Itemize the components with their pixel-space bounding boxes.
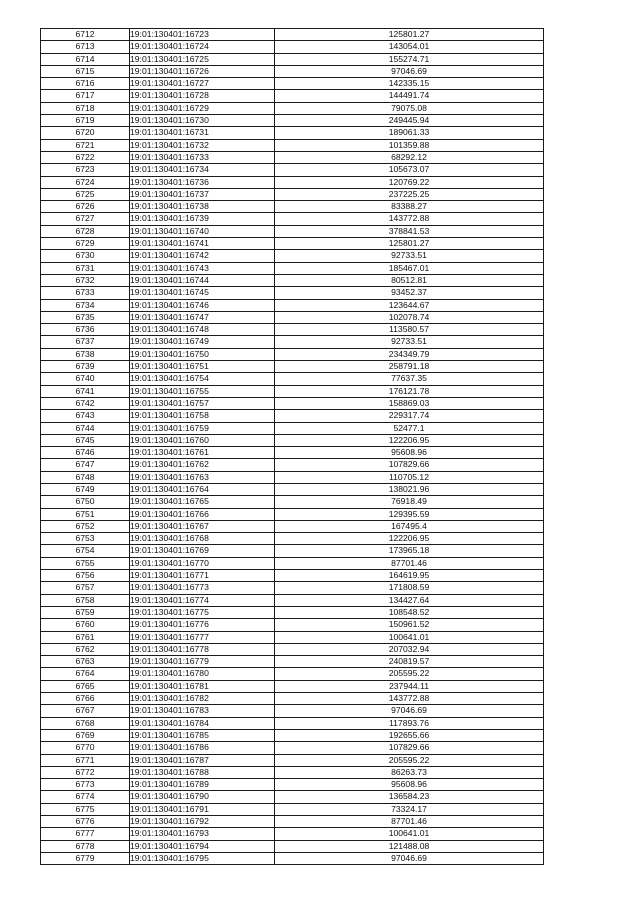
- amount-cell: 125801.27: [275, 29, 544, 41]
- row-number-cell: 6772: [41, 766, 130, 778]
- cadastral-number-cell: 19:01:130401:16736: [130, 176, 275, 188]
- table-row: [41, 397, 544, 409]
- row-number-cell: 6765: [41, 680, 130, 692]
- row-number-cell: 6763: [41, 656, 130, 668]
- table-row: [41, 287, 544, 299]
- cadastral-number-cell: 19:01:130401:16765: [130, 496, 275, 508]
- table-row: [41, 164, 544, 176]
- amount-cell: 107829.66: [275, 742, 544, 754]
- row-number-cell: 6768: [41, 717, 130, 729]
- row-number-cell: 6712: [41, 29, 130, 41]
- row-number-cell: 6720: [41, 127, 130, 139]
- row-number-cell: 6757: [41, 582, 130, 594]
- row-number-cell: 6758: [41, 594, 130, 606]
- row-number-cell: 6732: [41, 274, 130, 286]
- cadastral-number-cell: 19:01:130401:16777: [130, 631, 275, 643]
- table-row: [41, 41, 544, 53]
- table-row: [41, 705, 544, 717]
- amount-cell: 121488.08: [275, 840, 544, 852]
- amount-cell: 80512.81: [275, 274, 544, 286]
- cadastral-number-cell: 19:01:130401:16775: [130, 606, 275, 618]
- row-number-cell: 6737: [41, 336, 130, 348]
- amount-cell: 205595.22: [275, 754, 544, 766]
- cadastral-number-cell: 19:01:130401:16773: [130, 582, 275, 594]
- row-number-cell: 6756: [41, 570, 130, 582]
- table-row: [41, 803, 544, 815]
- amount-cell: 129395.59: [275, 508, 544, 520]
- cadastral-number-cell: 19:01:130401:16733: [130, 151, 275, 163]
- table-row: [41, 201, 544, 213]
- amount-cell: 171808.59: [275, 582, 544, 594]
- amount-cell: 95608.96: [275, 447, 544, 459]
- cadastral-number-cell: 19:01:130401:16728: [130, 90, 275, 102]
- row-number-cell: 6729: [41, 238, 130, 250]
- amount-cell: 110705.12: [275, 471, 544, 483]
- amount-cell: 105673.07: [275, 164, 544, 176]
- row-number-cell: 6751: [41, 508, 130, 520]
- cadastral-number-cell: 19:01:130401:16790: [130, 791, 275, 803]
- cadastral-number-cell: 19:01:130401:16739: [130, 213, 275, 225]
- table-row: [41, 139, 544, 151]
- row-number-cell: 6745: [41, 434, 130, 446]
- cadastral-number-cell: 19:01:130401:16785: [130, 729, 275, 741]
- cadastral-number-cell: 19:01:130401:16751: [130, 361, 275, 373]
- row-number-cell: 6713: [41, 41, 130, 53]
- row-number-cell: 6755: [41, 557, 130, 569]
- amount-cell: 185467.01: [275, 262, 544, 274]
- cadastral-number-cell: 19:01:130401:16764: [130, 483, 275, 495]
- table-row: [41, 373, 544, 385]
- row-number-cell: 6718: [41, 102, 130, 114]
- cadastral-number-cell: 19:01:130401:16795: [130, 852, 275, 864]
- amount-cell: 79075.08: [275, 102, 544, 114]
- cadastral-number-cell: 19:01:130401:16745: [130, 287, 275, 299]
- amount-cell: 102078.74: [275, 311, 544, 323]
- table-row: [41, 348, 544, 360]
- table-row: [41, 840, 544, 852]
- cadastral-number-cell: 19:01:130401:16731: [130, 127, 275, 139]
- cadastral-number-cell: 19:01:130401:16740: [130, 225, 275, 237]
- table-row: [41, 742, 544, 754]
- table-row: [41, 65, 544, 77]
- row-number-cell: 6777: [41, 828, 130, 840]
- cadastral-number-cell: 19:01:130401:16766: [130, 508, 275, 520]
- amount-cell: 123644.67: [275, 299, 544, 311]
- amount-cell: 249445.94: [275, 115, 544, 127]
- cadastral-number-cell: 19:01:130401:16727: [130, 78, 275, 90]
- amount-cell: 167495.4: [275, 520, 544, 532]
- table-row: [41, 53, 544, 65]
- row-number-cell: 6731: [41, 262, 130, 274]
- table-row: [41, 496, 544, 508]
- amount-cell: 73324.17: [275, 803, 544, 815]
- amount-cell: 229317.74: [275, 410, 544, 422]
- amount-cell: 144491.74: [275, 90, 544, 102]
- amount-cell: 192655.66: [275, 729, 544, 741]
- amount-cell: 68292.12: [275, 151, 544, 163]
- table-row: [41, 29, 544, 41]
- amount-cell: 77637.35: [275, 373, 544, 385]
- row-number-cell: 6725: [41, 188, 130, 200]
- row-number-cell: 6749: [41, 483, 130, 495]
- amount-cell: 237944.11: [275, 680, 544, 692]
- cadastral-number-cell: 19:01:130401:16792: [130, 816, 275, 828]
- amount-cell: 143054.01: [275, 41, 544, 53]
- row-number-cell: 6744: [41, 422, 130, 434]
- row-number-cell: 6733: [41, 287, 130, 299]
- row-number-cell: 6741: [41, 385, 130, 397]
- cadastral-number-cell: 19:01:130401:16761: [130, 447, 275, 459]
- table-row: [41, 852, 544, 864]
- table-row: [41, 250, 544, 262]
- row-number-cell: 6750: [41, 496, 130, 508]
- cadastral-number-cell: 19:01:130401:16759: [130, 422, 275, 434]
- table-row: [41, 668, 544, 680]
- row-number-cell: 6723: [41, 164, 130, 176]
- row-number-cell: 6779: [41, 852, 130, 864]
- table-row: [41, 693, 544, 705]
- table-row: [41, 545, 544, 557]
- table-row: [41, 791, 544, 803]
- row-number-cell: 6726: [41, 201, 130, 213]
- cadastral-number-cell: 19:01:130401:16769: [130, 545, 275, 557]
- table-row: [41, 508, 544, 520]
- amount-cell: 134427.64: [275, 594, 544, 606]
- table-row: [41, 151, 544, 163]
- cadastral-number-cell: 19:01:130401:16743: [130, 262, 275, 274]
- table-row: [41, 361, 544, 373]
- cadastral-number-cell: 19:01:130401:16774: [130, 594, 275, 606]
- cadastral-number-cell: 19:01:130401:16738: [130, 201, 275, 213]
- cadastral-number-cell: 19:01:130401:16786: [130, 742, 275, 754]
- cadastral-number-cell: 19:01:130401:16747: [130, 311, 275, 323]
- cadastral-number-cell: 19:01:130401:16748: [130, 324, 275, 336]
- cadastral-number-cell: 19:01:130401:16767: [130, 520, 275, 532]
- amount-cell: 143772.88: [275, 693, 544, 705]
- row-number-cell: 6776: [41, 816, 130, 828]
- table-row: [41, 582, 544, 594]
- amount-cell: 378841.53: [275, 225, 544, 237]
- row-number-cell: 6778: [41, 840, 130, 852]
- table-row: [41, 176, 544, 188]
- cadastral-number-cell: 19:01:130401:16723: [130, 29, 275, 41]
- table-row: [41, 115, 544, 127]
- table-row: [41, 324, 544, 336]
- cadastral-number-cell: 19:01:130401:16788: [130, 766, 275, 778]
- cadastral-number-cell: 19:01:130401:16783: [130, 705, 275, 717]
- row-number-cell: 6766: [41, 693, 130, 705]
- table-row: [41, 102, 544, 114]
- amount-cell: 95608.96: [275, 779, 544, 791]
- amount-cell: 173965.18: [275, 545, 544, 557]
- table-row: [41, 336, 544, 348]
- amount-cell: 122206.95: [275, 533, 544, 545]
- row-number-cell: 6771: [41, 754, 130, 766]
- cadastral-number-cell: 19:01:130401:16732: [130, 139, 275, 151]
- amount-cell: 237225.25: [275, 188, 544, 200]
- row-number-cell: 6719: [41, 115, 130, 127]
- cadastral-number-cell: 19:01:130401:16760: [130, 434, 275, 446]
- cadastral-number-cell: 19:01:130401:16782: [130, 693, 275, 705]
- amount-cell: 101359.88: [275, 139, 544, 151]
- cadastral-number-cell: 19:01:130401:16770: [130, 557, 275, 569]
- table-row: [41, 213, 544, 225]
- amount-cell: 138021.96: [275, 483, 544, 495]
- row-number-cell: 6769: [41, 729, 130, 741]
- table-row: [41, 570, 544, 582]
- amount-cell: 176121.78: [275, 385, 544, 397]
- amount-cell: 240819.57: [275, 656, 544, 668]
- amount-cell: 113580.57: [275, 324, 544, 336]
- cadastral-number-cell: 19:01:130401:16725: [130, 53, 275, 65]
- row-number-cell: 6735: [41, 311, 130, 323]
- table-row: [41, 754, 544, 766]
- row-number-cell: 6746: [41, 447, 130, 459]
- cadastral-number-cell: 19:01:130401:16787: [130, 754, 275, 766]
- cadastral-number-cell: 19:01:130401:16778: [130, 643, 275, 655]
- row-number-cell: 6767: [41, 705, 130, 717]
- table-row: [41, 717, 544, 729]
- row-number-cell: 6734: [41, 299, 130, 311]
- cadastral-number-cell: 19:01:130401:16754: [130, 373, 275, 385]
- cadastral-number-cell: 19:01:130401:16776: [130, 619, 275, 631]
- row-number-cell: 6715: [41, 65, 130, 77]
- table-row: [41, 816, 544, 828]
- row-number-cell: 6740: [41, 373, 130, 385]
- table-row: [41, 459, 544, 471]
- table-row: [41, 447, 544, 459]
- amount-cell: 150961.52: [275, 619, 544, 631]
- amount-cell: 164619.95: [275, 570, 544, 582]
- row-number-cell: 6721: [41, 139, 130, 151]
- row-number-cell: 6717: [41, 90, 130, 102]
- table-row: [41, 828, 544, 840]
- cadastral-number-cell: 19:01:130401:16763: [130, 471, 275, 483]
- row-number-cell: 6760: [41, 619, 130, 631]
- cadastral-number-cell: 19:01:130401:16793: [130, 828, 275, 840]
- cadastral-number-cell: 19:01:130401:16779: [130, 656, 275, 668]
- cadastral-number-cell: 19:01:130401:16794: [130, 840, 275, 852]
- amount-cell: 86263.73: [275, 766, 544, 778]
- table-row: [41, 127, 544, 139]
- table-row: [41, 434, 544, 446]
- row-number-cell: 6716: [41, 78, 130, 90]
- amount-cell: 93452.37: [275, 287, 544, 299]
- row-number-cell: 6727: [41, 213, 130, 225]
- table-row: [41, 766, 544, 778]
- row-number-cell: 6770: [41, 742, 130, 754]
- cadastral-number-cell: 19:01:130401:16726: [130, 65, 275, 77]
- cadastral-number-cell: 19:01:130401:16746: [130, 299, 275, 311]
- cadastral-number-cell: 19:01:130401:16791: [130, 803, 275, 815]
- table-row: [41, 238, 544, 250]
- amount-cell: 205595.22: [275, 668, 544, 680]
- table-row: [41, 422, 544, 434]
- row-number-cell: 6764: [41, 668, 130, 680]
- amount-cell: 87701.46: [275, 816, 544, 828]
- table-row: [41, 533, 544, 545]
- table-row: [41, 311, 544, 323]
- table-row: [41, 274, 544, 286]
- row-number-cell: 6738: [41, 348, 130, 360]
- amount-cell: 258791.18: [275, 361, 544, 373]
- table-row: [41, 385, 544, 397]
- row-number-cell: 6753: [41, 533, 130, 545]
- table-row: [41, 729, 544, 741]
- table-row: [41, 631, 544, 643]
- amount-cell: 117893.76: [275, 717, 544, 729]
- cadastral-number-cell: 19:01:130401:16755: [130, 385, 275, 397]
- cadastral-number-cell: 19:01:130401:16742: [130, 250, 275, 262]
- cadastral-number-cell: 19:01:130401:16757: [130, 397, 275, 409]
- table-row: [41, 520, 544, 532]
- amount-cell: 52477.1: [275, 422, 544, 434]
- amount-cell: 92733.51: [275, 336, 544, 348]
- row-number-cell: 6754: [41, 545, 130, 557]
- cadastral-number-cell: 19:01:130401:16734: [130, 164, 275, 176]
- cadastral-number-cell: 19:01:130401:16729: [130, 102, 275, 114]
- amount-cell: 207032.94: [275, 643, 544, 655]
- row-number-cell: 6736: [41, 324, 130, 336]
- amount-cell: 97046.69: [275, 705, 544, 717]
- table-body: [41, 29, 544, 865]
- row-number-cell: 6759: [41, 606, 130, 618]
- cadastral-number-cell: 19:01:130401:16784: [130, 717, 275, 729]
- row-number-cell: 6742: [41, 397, 130, 409]
- table-row: [41, 606, 544, 618]
- cadastral-number-cell: 19:01:130401:16768: [130, 533, 275, 545]
- amount-cell: 122206.95: [275, 434, 544, 446]
- amount-cell: 108548.52: [275, 606, 544, 618]
- amount-cell: 97046.69: [275, 65, 544, 77]
- cadastral-number-cell: 19:01:130401:16750: [130, 348, 275, 360]
- amount-cell: 155274.71: [275, 53, 544, 65]
- table-row: [41, 557, 544, 569]
- table-row: [41, 483, 544, 495]
- amount-cell: 189061.33: [275, 127, 544, 139]
- row-number-cell: 6739: [41, 361, 130, 373]
- amount-cell: 100641.01: [275, 828, 544, 840]
- table-row: [41, 680, 544, 692]
- amount-cell: 87701.46: [275, 557, 544, 569]
- row-number-cell: 6773: [41, 779, 130, 791]
- table-row: [41, 90, 544, 102]
- row-number-cell: 6728: [41, 225, 130, 237]
- table-row: [41, 78, 544, 90]
- amount-cell: 76918.49: [275, 496, 544, 508]
- amount-cell: 142335.15: [275, 78, 544, 90]
- row-number-cell: 6722: [41, 151, 130, 163]
- table-row: [41, 471, 544, 483]
- row-number-cell: 6775: [41, 803, 130, 815]
- amount-cell: 234349.79: [275, 348, 544, 360]
- amount-cell: 107829.66: [275, 459, 544, 471]
- row-number-cell: 6714: [41, 53, 130, 65]
- table-row: [41, 656, 544, 668]
- cadastral-number-cell: 19:01:130401:16780: [130, 668, 275, 680]
- table-row: [41, 619, 544, 631]
- table-row: [41, 594, 544, 606]
- cadastral-number-cell: 19:01:130401:16741: [130, 238, 275, 250]
- row-number-cell: 6774: [41, 791, 130, 803]
- amount-cell: 92733.51: [275, 250, 544, 262]
- amount-cell: 143772.88: [275, 213, 544, 225]
- row-number-cell: 6747: [41, 459, 130, 471]
- table-row: [41, 188, 544, 200]
- table-row: [41, 262, 544, 274]
- row-number-cell: 6762: [41, 643, 130, 655]
- amount-cell: 83388.27: [275, 201, 544, 213]
- cadastral-number-cell: 19:01:130401:16749: [130, 336, 275, 348]
- amount-cell: 136584.23: [275, 791, 544, 803]
- row-number-cell: 6743: [41, 410, 130, 422]
- cadastral-number-cell: 19:01:130401:16771: [130, 570, 275, 582]
- table-row: [41, 225, 544, 237]
- data-table: [40, 28, 544, 865]
- cadastral-number-cell: 19:01:130401:16781: [130, 680, 275, 692]
- row-number-cell: 6724: [41, 176, 130, 188]
- row-number-cell: 6730: [41, 250, 130, 262]
- row-number-cell: 6748: [41, 471, 130, 483]
- cadastral-number-cell: 19:01:130401:16762: [130, 459, 275, 471]
- table-row: [41, 779, 544, 791]
- table-row: [41, 299, 544, 311]
- row-number-cell: 6761: [41, 631, 130, 643]
- table-row: [41, 643, 544, 655]
- cadastral-number-cell: 19:01:130401:16758: [130, 410, 275, 422]
- row-number-cell: 6752: [41, 520, 130, 532]
- table-row: [41, 410, 544, 422]
- cadastral-number-cell: 19:01:130401:16737: [130, 188, 275, 200]
- amount-cell: 125801.27: [275, 238, 544, 250]
- cadastral-number-cell: 19:01:130401:16730: [130, 115, 275, 127]
- amount-cell: 100641.01: [275, 631, 544, 643]
- cadastral-number-cell: 19:01:130401:16744: [130, 274, 275, 286]
- amount-cell: 97046.69: [275, 852, 544, 864]
- amount-cell: 120769.22: [275, 176, 544, 188]
- amount-cell: 158869.03: [275, 397, 544, 409]
- cadastral-number-cell: 19:01:130401:16724: [130, 41, 275, 53]
- cadastral-number-cell: 19:01:130401:16789: [130, 779, 275, 791]
